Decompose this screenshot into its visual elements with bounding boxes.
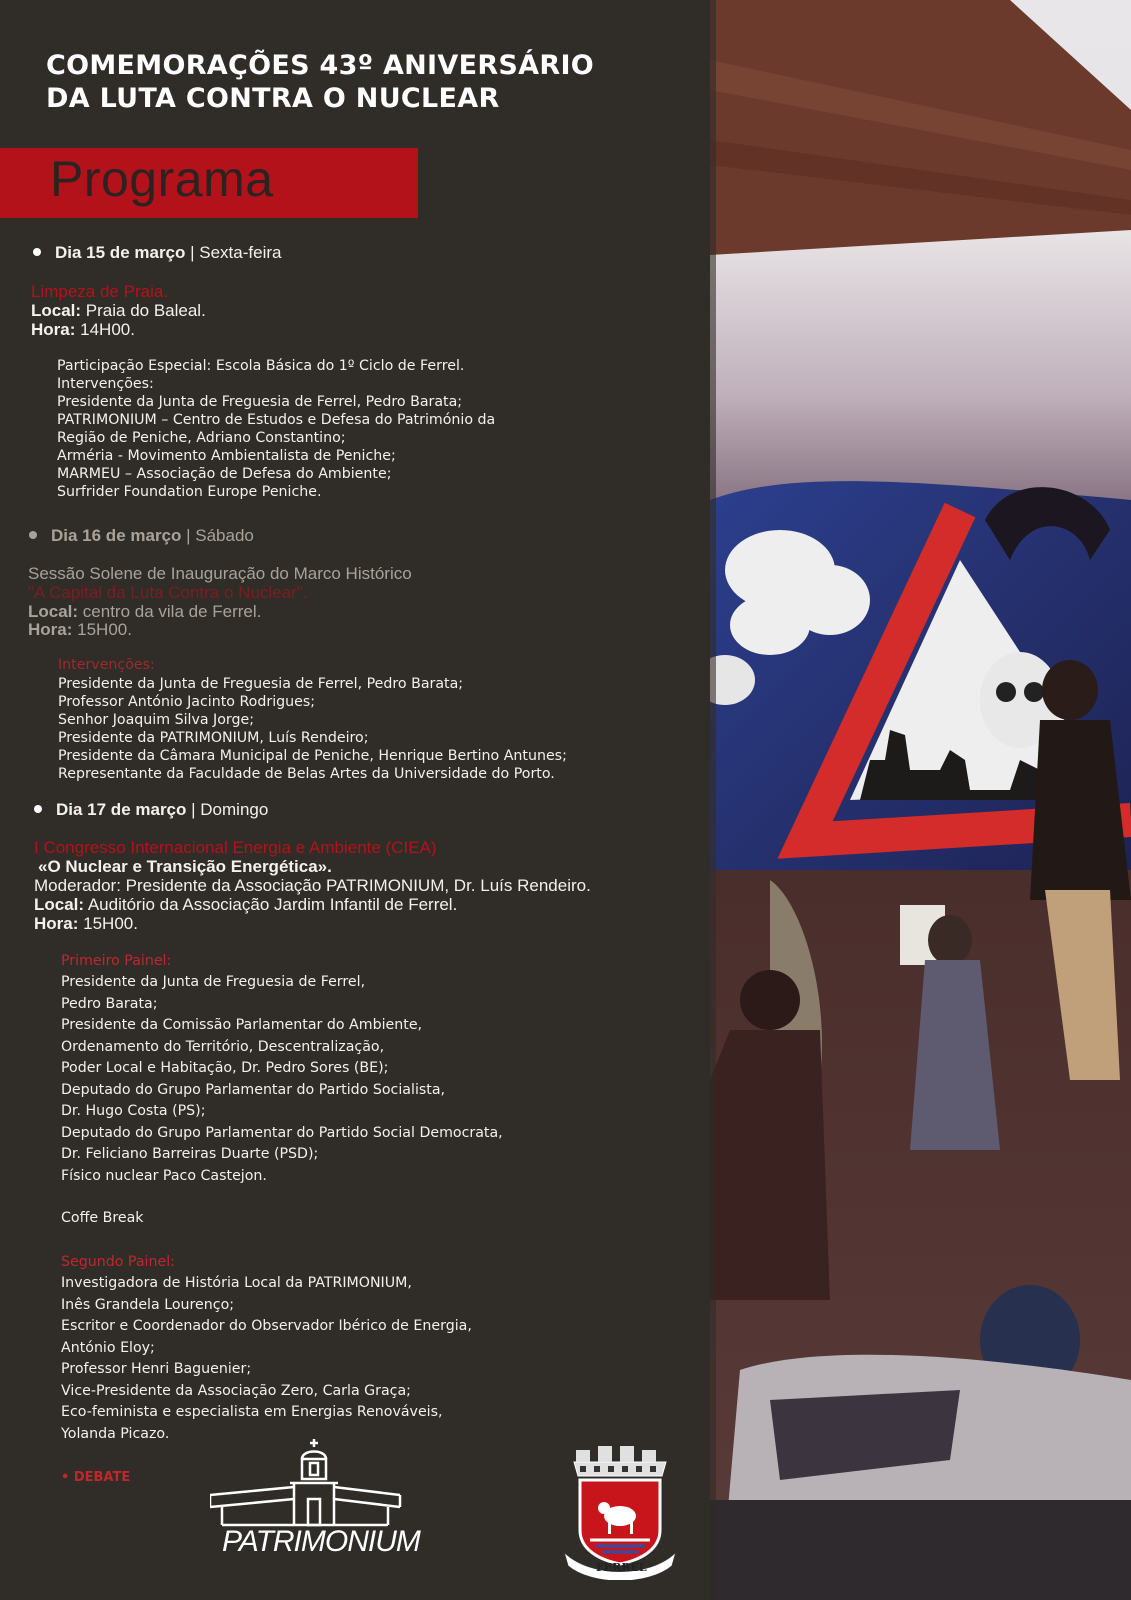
day2-hora bbox=[28, 621, 132, 639]
day2-line: Presidente da Câmara Municipal de Peniche, Henrique Bertino Antunes; bbox=[58, 748, 567, 764]
panel2-line: Escritor e Coordenador do Observador Ibérico de Energia, bbox=[61, 1318, 472, 1334]
panel1-line: Poder Local e Habitação, Dr. Pedro Sores (BE); bbox=[61, 1060, 389, 1076]
day2-hora-label: Hora: bbox=[28, 620, 73, 639]
day3-heading bbox=[34, 800, 268, 820]
day2-line: Presidente da PATRIMONIUM, Luís Rendeiro; bbox=[58, 730, 369, 746]
panel1-line: Ordenamento do Território, Descentralização, bbox=[61, 1038, 385, 1055]
day1-line: Arméria - Movimento Ambientalista de Peniche; bbox=[57, 448, 396, 464]
day3-hora bbox=[34, 915, 138, 933]
day2-line: Senhor Joaquim Silva Jorge; bbox=[58, 712, 255, 728]
day1-line: Região de Peniche, Adriano Constantino; bbox=[57, 430, 346, 446]
coat-of-arms-icon bbox=[560, 1440, 680, 1580]
day3-weekday: | Domingo bbox=[186, 800, 269, 819]
ferrel-crest bbox=[560, 1440, 680, 1580]
panel1-line: Físico nuclear Paco Castejon. bbox=[61, 1167, 267, 1184]
day2-interventions-label: Intervenções: bbox=[58, 657, 155, 673]
panel2-line: Vice-Presidente da Associação Zero, Carla Graça; bbox=[61, 1382, 411, 1399]
programa-heading: Programa bbox=[50, 151, 274, 207]
panel1-line: Dr. Hugo Costa (PS); bbox=[61, 1103, 206, 1119]
day2-local-label: Local: bbox=[28, 602, 79, 621]
day2-local bbox=[28, 603, 261, 621]
day2-local-value: centro da vila de Ferrel. bbox=[78, 602, 262, 621]
day1-details bbox=[57, 357, 495, 501]
title-line-2: DA LUTA CONTRA O NUCLEAR bbox=[46, 83, 500, 114]
panel1-list bbox=[61, 972, 503, 1187]
panel2-line: Professor Henri Baguenier; bbox=[61, 1361, 252, 1377]
day3-local-label: Local: bbox=[34, 895, 85, 914]
panel1-line: Presidente da Comissão Parlamentar do Ambiente, bbox=[61, 1017, 423, 1033]
coffee-break: Coffe Break bbox=[61, 1210, 144, 1226]
day1-hora bbox=[31, 321, 135, 339]
day3-subtitle: «O Nuclear e Transição Energética». bbox=[38, 857, 332, 876]
mural-photo-illustration bbox=[710, 0, 1131, 1600]
day2-line: Representante da Faculdade de Belas Artes da Universidade do Porto. bbox=[58, 766, 555, 782]
day2-date: Dia 16 de março bbox=[51, 526, 182, 545]
day2-heading bbox=[29, 526, 254, 546]
day3-event: I Congresso Internacional Energia e Ambiente (CIEA) bbox=[34, 838, 437, 857]
title-line-1: COMEMORAÇÕES 43º ANIVERSÁRIO bbox=[46, 50, 595, 81]
panel1-line: Deputado do Grupo Parlamentar do Partido Socialista, bbox=[61, 1081, 446, 1098]
day1-line: MARMEU – Associação de Defesa do Ambiente; bbox=[57, 466, 392, 482]
day2-hora-value: 15H00. bbox=[72, 620, 132, 639]
patrimonium-logo bbox=[210, 1437, 420, 1558]
day3-local-value: Auditório da Associação Jardim Infantil de Ferrel. bbox=[84, 895, 458, 914]
day1-line: Surfrider Foundation Europe Peniche. bbox=[57, 484, 322, 500]
debate-label: • DEBATE bbox=[61, 1470, 131, 1485]
panel1-line: Deputado do Grupo Parlamentar do Partido Social Democrata, bbox=[61, 1124, 503, 1141]
panel2-list bbox=[61, 1273, 472, 1445]
day1-local-label: Local: bbox=[31, 301, 82, 320]
day1-line: PATRIMONIUM – Centro de Estudos e Defesa do Património da bbox=[57, 412, 496, 428]
day3-local bbox=[34, 896, 457, 914]
panel2-label: Segundo Painel: bbox=[61, 1254, 175, 1270]
day2-details bbox=[58, 675, 567, 783]
day3-hora-value: 15H00. bbox=[78, 914, 138, 933]
day3-hora-label: Hora: bbox=[34, 914, 79, 933]
mural-photo bbox=[710, 0, 1131, 1600]
day2-line: Presidente da Junta de Freguesia de Ferrel, Pedro Barata; bbox=[58, 676, 464, 692]
panel2-line: Eco-feminista e especialista em Energias Renováveis, bbox=[61, 1404, 443, 1420]
ferrel-ribbon-text: FERREL bbox=[596, 1561, 647, 1574]
day1-line: Intervenções: bbox=[57, 376, 154, 392]
day2-event-quote: "A Capital da Luta Contra o Nuclear". bbox=[28, 583, 308, 602]
day1-line: Presidente da Junta de Freguesia de Ferrel, Pedro Barata; bbox=[57, 394, 463, 410]
day2-line: Professor António Jacinto Rodrigues; bbox=[58, 694, 316, 710]
panel1-line: Dr. Feliciano Barreiras Duarte (PSD); bbox=[61, 1146, 319, 1162]
day1-date: Dia 15 de março bbox=[55, 243, 186, 262]
day1-weekday: | Sexta-feira bbox=[185, 243, 282, 262]
patrimonium-wordmark: PATRIMONIUM bbox=[222, 1525, 420, 1558]
panel2-line: Yolanda Picazo. bbox=[61, 1425, 170, 1442]
day1-hora-label: Hora: bbox=[31, 320, 76, 339]
day3-moderator: Moderador: Presidente da Associação PATRIMONIUM, Dr. Luís Rendeiro. bbox=[34, 876, 591, 895]
panel1-line: Presidente da Junta de Freguesia de Ferrel, bbox=[61, 974, 366, 990]
panel2-line: Investigadora de História Local da PATRIMONIUM, bbox=[61, 1275, 412, 1291]
day2-weekday: | Sábado bbox=[181, 526, 254, 545]
panel1-line: Pedro Barata; bbox=[61, 995, 158, 1012]
bullet-icon bbox=[29, 531, 37, 539]
panel1-label: Primeiro Painel: bbox=[61, 953, 172, 969]
day1-local-value: Praia do Baleal. bbox=[81, 301, 206, 320]
panel2-line: António Eloy; bbox=[61, 1339, 155, 1356]
day1-local bbox=[31, 302, 206, 320]
day3-date: Dia 17 de março bbox=[56, 800, 187, 819]
day1-event: Limpeza de Praia. bbox=[31, 282, 169, 301]
bullet-icon bbox=[33, 248, 41, 256]
day2-event: Sessão Solene de Inauguração do Marco Histórico bbox=[28, 564, 412, 583]
bullet-icon bbox=[34, 805, 42, 813]
day1-heading bbox=[33, 243, 281, 263]
day1-hora-value: 14H00. bbox=[75, 320, 135, 339]
day1-line: Participação Especial: Escola Básica do 1º Ciclo de Ferrel. bbox=[57, 358, 465, 374]
panel2-line: Inês Grandela Lourenço; bbox=[61, 1296, 235, 1313]
